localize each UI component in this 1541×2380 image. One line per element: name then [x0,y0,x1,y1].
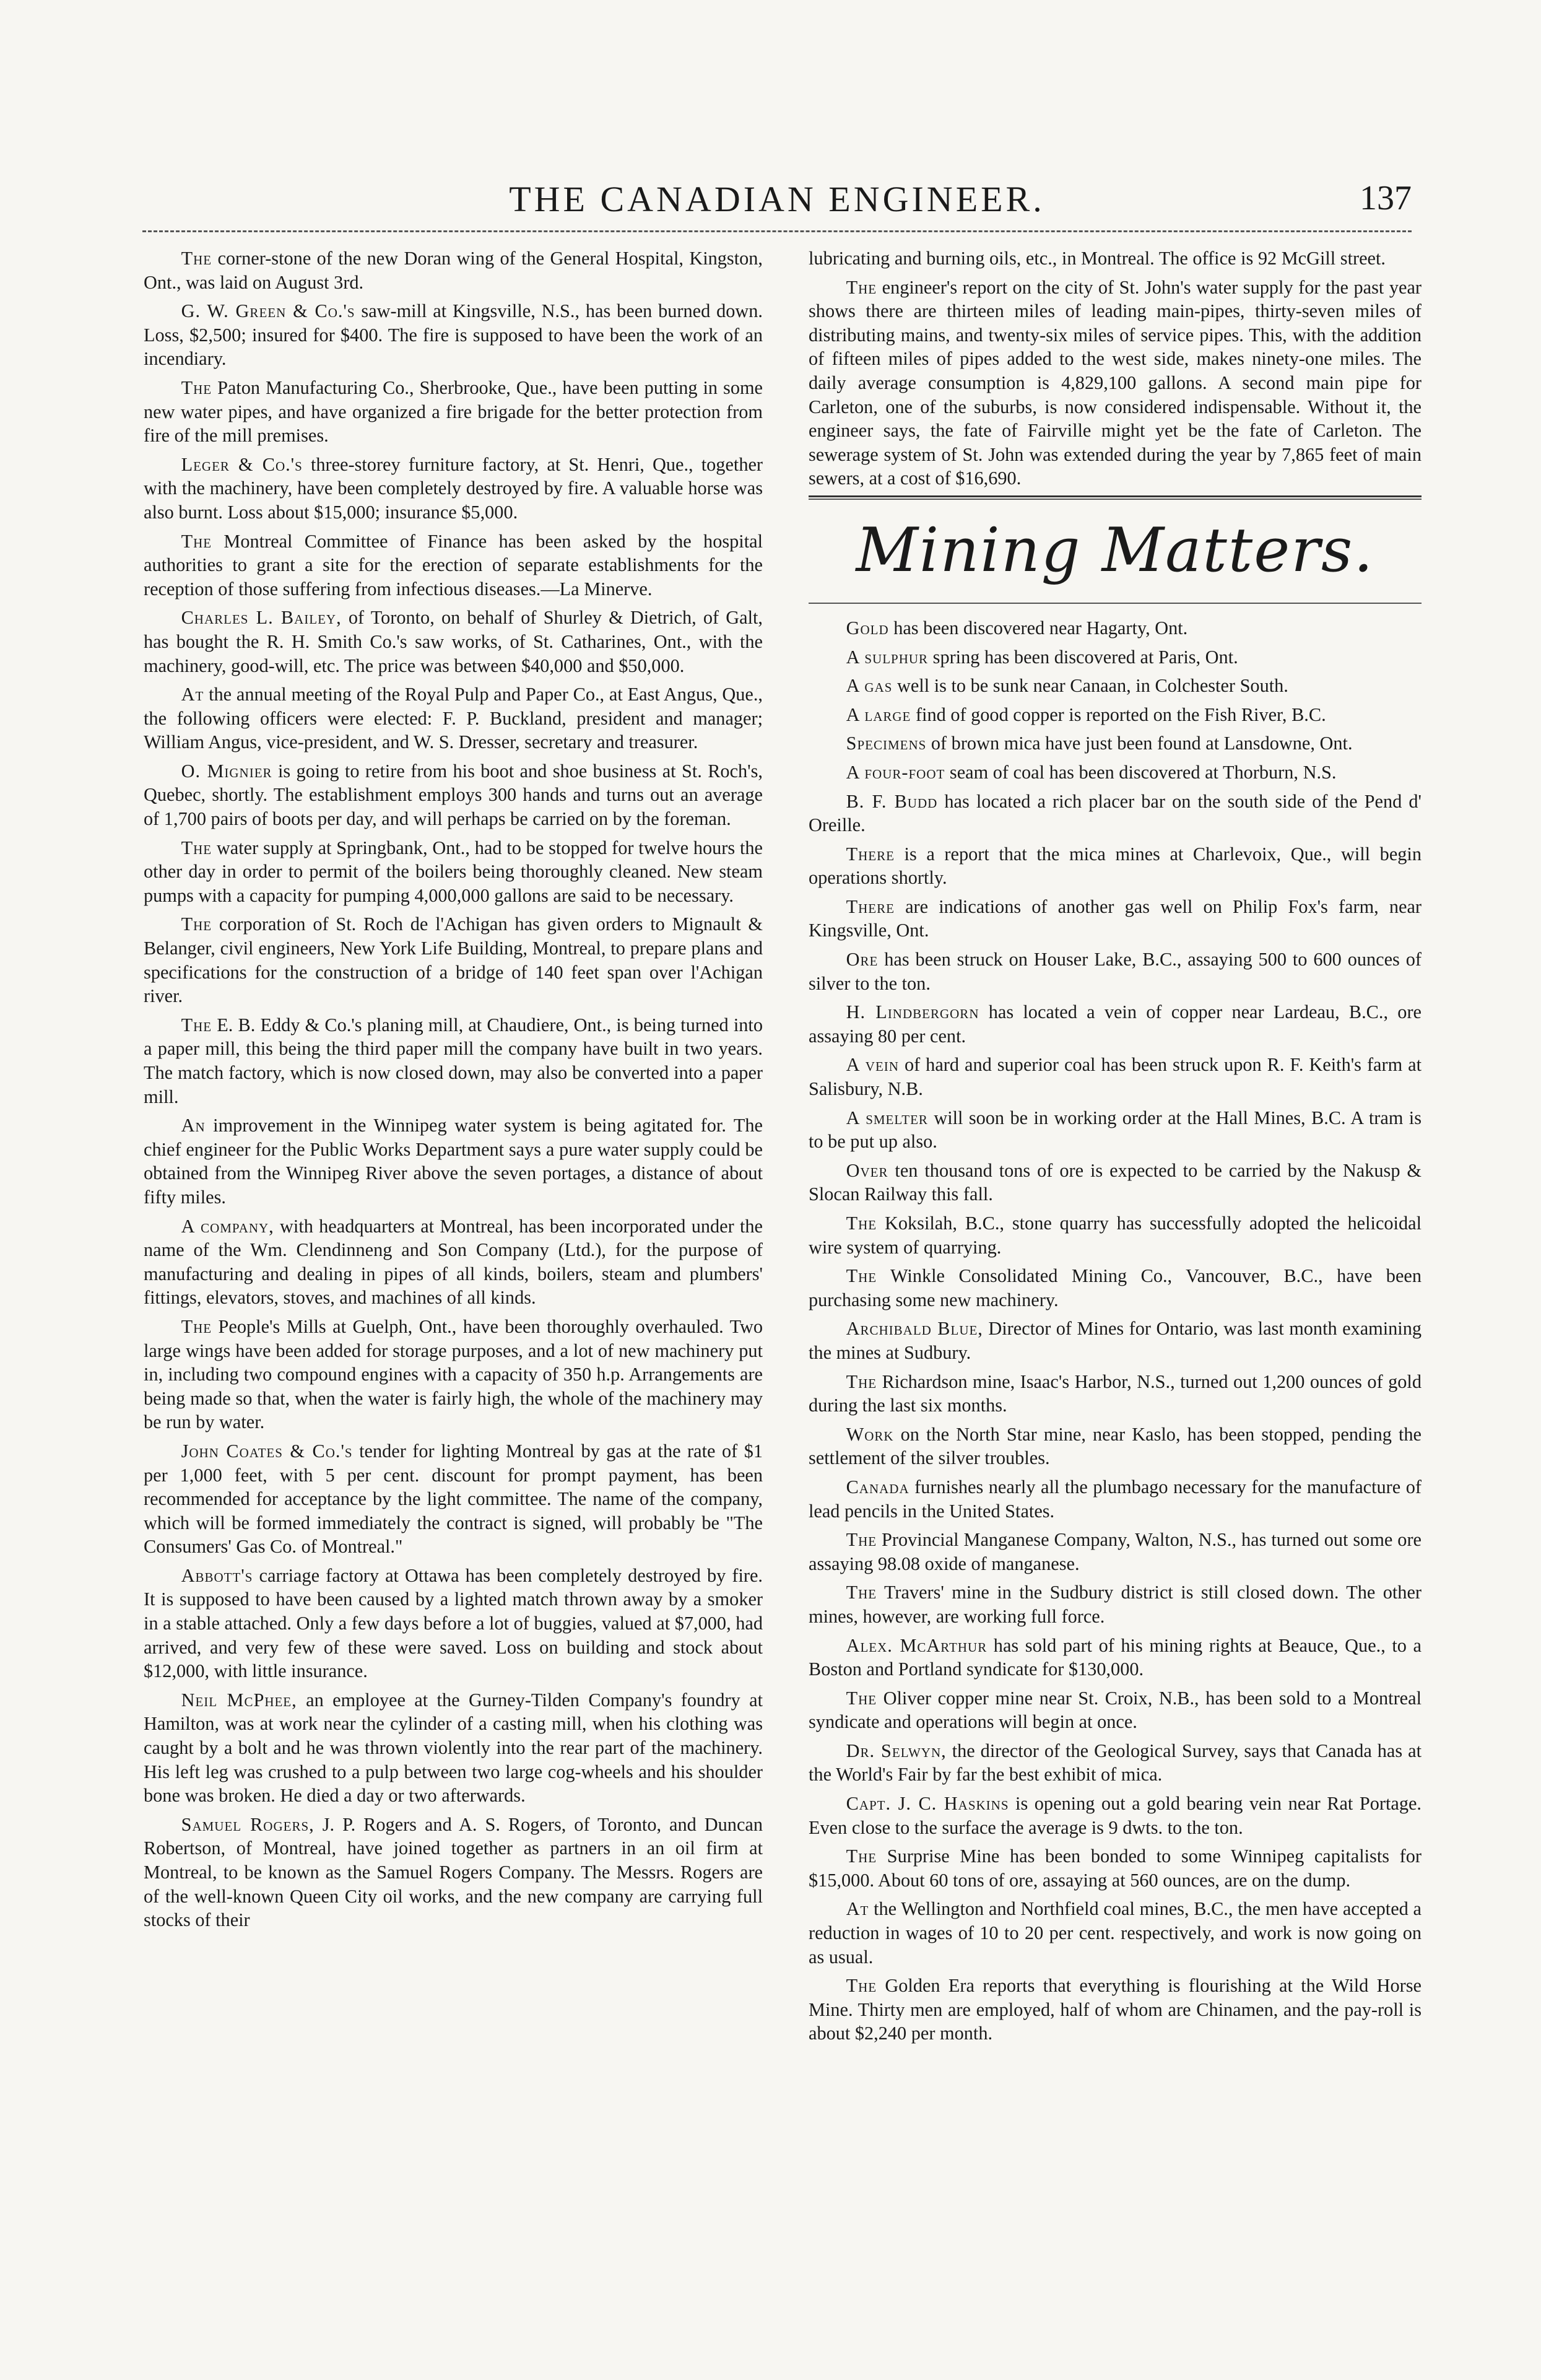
news-item [809,246,1422,271]
mining-item [809,674,1422,698]
paragraph-text: engineer's report on the city of St. John's water supply for the past year shows there are thirteen miles of leading main-pipes, thirty-seven miles of distributing mains, and twenty-six miles of service pipes. This, with the addition of fifteen miles of pipes added to the west side, makes ninety-one miles. The daily average consumption is 4,829,100 gallons. A second main pipe for Carleton, one of the suburbs, is now considered indispensable. Without it, the engineer says, the fate of Fairville might yet be the fate of Carleton. The sewerage system of St. John was extended during the year by 7,865 feet of main sewers, at a cost of $16,690. [809,276,1422,489]
paragraph-text: Winkle Consolidated Mining Co., Vancouver, B.C., have been purchasing some new machinery. [809,1265,1422,1310]
news-item [144,246,763,294]
paragraph-text: find of good copper is reported on the Fish River, B.C. [911,704,1326,725]
paragraph-text: Oliver copper mine near St. Croix, N.B., has been sold to a Montreal syndicate and operations will begin at once. [809,1687,1422,1733]
paragraph-text: Paton Manufacturing Co., Sherbrooke, Que., have been putting in some new water pipes, and have organized a fire brigade for the better protection from fire of the mill premises. [144,377,763,447]
paragraph-lead: Abbott's [181,1564,253,1586]
paragraph-lead: The [181,837,212,858]
mining-item [809,1528,1422,1576]
paragraph-text: furnishes nearly all the plumbago necessary for the manufacture of lead pencils in the United States. [809,1476,1422,1522]
paragraph-lead: A smelter [846,1107,928,1128]
mining-item [809,616,1422,640]
paragraph-text: spring has been discovered at Paris, Ont. [928,646,1238,668]
paragraph-text: is going to retire from his boot and shoe business at St. Roch's, Quebec, shortly. The establishment employs 300 hands and turns out an average of 1,700 pairs of boots per day, and will perhaps be carried on by the foreman. [144,760,763,830]
paragraph-lead: The [181,377,212,398]
paragraph-lead: Leger & Co.'s [181,453,303,475]
paragraph-lead: The [181,530,212,552]
paragraph-lead: The [181,248,212,269]
paragraph-text: corner-stone of the new Doran wing of the General Hospital, Kingston, Ont., was laid on August 3rd. [144,248,763,293]
paragraph-text: J. P. Rogers and A. S. Rogers, of Toronto, and Duncan Robertson, of Montreal, have joined together as partners in an oil firm at Montreal, to be known as the Samuel Rogers Company. The Messrs. Rogers are of the well-known Queen City oil works, and the new company are carrying full stocks of their [144,1813,763,1931]
mining-item [809,645,1422,669]
section-title-mining-matters [809,513,1422,588]
paragraph-text: seam of coal has been discovered at Thorburn, N.S. [945,761,1337,783]
paragraph-lead: The [846,1529,877,1551]
mining-item [809,1792,1422,1839]
paragraph-lead: The [846,1371,877,1392]
paragraph-lead: Capt. J. C. Haskins [846,1793,1009,1815]
mining-item [809,1106,1422,1154]
news-item [144,1214,763,1310]
page-number: 137 [1360,179,1412,217]
mining-item [809,731,1422,756]
paragraph-lead: Neil McPhee, [181,1689,297,1711]
mining-item [809,790,1422,837]
paragraph-lead: The [846,276,877,298]
paragraph-text: carriage factory at Ottawa has been completely destroyed by fire. It is supposed to have been caused by a lighted match thrown away by a smoker in a stable attached. Only a few days before a lot of buggies, valued at $7,000, had arrived, and very few of these were saved. Loss on building and stock about $12,000, with little insurance. [144,1564,763,1682]
paragraph-lead: Work [846,1423,894,1445]
mining-item [809,703,1422,727]
right-column-top [809,246,1422,490]
paragraph-lead: The [181,913,212,935]
paragraph-text: has sold part of his mining rights at Beauce, Que., to a Boston and Portland syndicate for $130,000. [809,1634,1422,1680]
header-rule [142,230,1412,232]
paragraph-text: are indications of another gas well on Philip Fox's farm, near Kingsville, Ont. [809,896,1422,941]
mining-item [809,1686,1422,1734]
paragraph-lead: Ore [846,949,879,970]
mining-item [809,1264,1422,1312]
news-item [144,530,763,601]
paragraph-text: Provincial Manganese Company, Walton, N.S., has turned out some ore assaying 98.08 oxide of manganese. [809,1529,1422,1574]
paragraph-text: of Toronto, on behalf of Shurley & Dietrich, of Galt, has bought the R. H. Smith Co.'s saw works, of St. Catharines, Ont., with the machinery, good-will, etc. The price was between $40,000 and $50,000. [144,607,763,676]
paragraph-lead: Specimens [846,733,927,754]
paragraph-text: an employee at the Gurney-Tilden Company's foundry at Hamilton, was at work near the cylinder of a casting mill, when his clothing was caught by a bolt and he was thrown violently into the rear part of the machinery. His left leg was crushed to a pulp between two large cog-wheels and his shoulder bone was broken. He died a day or two afterwards. [144,1689,763,1807]
left-column [144,246,763,1937]
paragraph-text: ten thousand tons of ore is expected to be carried by the Nakusp & Slocan Railway this fall. [809,1159,1422,1205]
paragraph-text: Golden Era reports that everything is flourishing at the Wild Horse Mine. Thirty men are employed, half of whom are Chinamen, and the pay-roll is about $2,240 per month. [809,1975,1422,2044]
paragraph-text: on the North Star mine, near Kaslo, has been stopped, pending the settlement of the silver troubles. [809,1423,1422,1469]
paragraph-lead: Dr. Selwyn, [846,1740,947,1761]
section-title-text: Mining Matters. [856,515,1374,586]
mining-matters-list [809,616,1422,2046]
paragraph-lead: Gold [846,617,889,639]
paragraph-text: Director of Mines for Ontario, was last month examining the mines at Sudbury. [809,1318,1422,1363]
mining-item [809,1317,1422,1364]
paragraph-text: has located a rich placer bar on the south side of the Pend d' Oreille. [809,790,1422,836]
paragraph-lead: John Coates & Co.'s [181,1440,353,1462]
mining-item [809,895,1422,943]
paragraph-lead: Alex. McArthur [846,1634,988,1656]
mining-item [809,761,1422,785]
paragraph-text: improvement in the Winnipeg water system is being agitated for. The chief engineer for the Public Works Department says a pure water supply could be obtained from the Winnipeg River above the seven portages, a distance of about fifty miles. [144,1115,763,1208]
news-item [144,453,763,525]
mining-item [809,1370,1422,1418]
paragraph-lead: A four-foot [846,761,945,783]
mining-item [809,842,1422,890]
paragraph-lead: The [846,1846,877,1867]
paragraph-text: has been discovered near Hagarty, Ont. [888,617,1188,639]
mining-item [809,1159,1422,1206]
news-item [144,606,763,678]
paragraph-text: the annual meeting of the Royal Pulp and Paper Co., at East Angus, Que., the following officers were elected: F. P. Buckland, president and manager; William Angus, vice-president, and W. S. Dresser, secretary and treasurer. [144,684,763,753]
news-item [144,836,763,908]
paragraph-lead: O. Mignier [181,760,272,782]
mining-item [809,1580,1422,1628]
paragraph-lead: A company, [181,1215,274,1237]
mining-item [809,1000,1422,1048]
paragraph-text: of brown mica have just been found at Lansdowne, Ont. [926,733,1353,754]
news-item [144,1564,763,1683]
paragraph-lead: Charles L. Bailey, [181,607,342,629]
mining-item [809,948,1422,995]
paragraph-lead: There [846,843,895,865]
mining-item [809,1634,1422,1681]
paragraph-lead: Samuel Rogers, [181,1813,315,1835]
paragraph-lead: Over [846,1159,888,1181]
paragraph-text: People's Mills at Guelph, Ont., have been thoroughly overhauled. Two large wings have been added for storage purposes, and a lot of new machinery put in, including two compound engines with a capacity of 350 h.p. Arrangements are being made so that, when the water is fairly high, the whole of the machinery may be run by water. [144,1315,763,1433]
paragraph-lead: G. W. Green & Co.'s [181,300,355,322]
paragraph-text: Koksilah, B.C., stone quarry has successfully adopted the helicoidal wire system of quarrying. [809,1213,1422,1258]
news-item [144,1013,763,1109]
paragraph-text: the Wellington and Northfield coal mines, B.C., the men have accepted a reduction in wages of 10 to 20 per cent. respectively, and work is now going on as usual. [809,1898,1422,1968]
paragraph-text: corporation of St. Roch de l'Achigan has given orders to Mignault & Belanger, civil engineers, New York Life Building, Montreal, to prepare plans and specifications for the construction of a bridge of 140 feet span over l'Achigan river. [144,913,763,1007]
news-item [809,276,1422,490]
paragraph-text: will soon be in working order at the Hall Mines, B.C. A tram is to be put up also. [809,1107,1422,1153]
paragraph-lead: Canada [846,1476,909,1497]
paragraph-lead: The [181,1014,212,1035]
paragraph-lead: There [846,896,895,917]
paragraph-text: has been struck on Houser Lake, B.C., assaying 500 to 600 ounces of silver to the ton. [809,949,1422,994]
paragraph-lead: A sulphur [846,646,929,668]
title-underline [809,603,1422,604]
news-item [144,912,763,1008]
right-column [809,246,1422,2051]
paragraph-lead: The [846,1265,877,1287]
section-rule [809,495,1422,497]
mining-item [809,1475,1422,1523]
paragraph-lead: At [181,684,204,705]
section-rule-thin [809,499,1422,500]
news-item [144,1315,763,1434]
paragraph-text: lubricating and burning oils, etc., in Montreal. The office is 92 McGill street. [809,248,1386,269]
news-item [144,1813,763,1932]
paragraph-lead: A large [846,704,911,725]
paragraph-text: water supply at Springbank, Ont., had to be stopped for twelve hours the other day in order to permit of the boilers being thoroughly cleaned. New steam pumps with a capacity for pumping 4,000,000 gallons are said to be necessary. [144,837,763,906]
paragraph-text: Montreal Committee of Finance has been asked by the hospital authorities to grant a site for the erection of separate establishments for the reception of those suffering from infectious diseases.—La Minerve. [144,530,763,599]
mining-item [809,1739,1422,1787]
paragraph-lead: The [181,1315,212,1337]
news-item [144,1688,763,1808]
paragraph-lead: A gas [846,675,893,697]
paragraph-lead: The [846,1582,877,1603]
paragraph-text: Richardson mine, Isaac's Harbor, N.S., turned out 1,200 ounces of gold during the last six months. [809,1371,1422,1416]
paragraph-lead: The [846,1687,877,1709]
paragraph-lead: H. Lindbergorn [846,1001,979,1023]
paragraph-lead: An [181,1115,206,1136]
paragraph-text: with headquarters at Montreal, has been incorporated under the name of the Wm. Clendinneng and Son Company (Ltd.), for the purpose of manufacturing and dealing in pipes of all kinds, boilers, steam and plumbers' fittings, elevators, stoves, and machines of all kinds. [144,1215,763,1309]
news-item [144,759,763,831]
mining-item [809,1053,1422,1101]
paragraph-lead: Archibald Blue, [846,1318,983,1340]
news-item [144,1439,763,1559]
paragraph-text: saw-mill at Kingsville, N.S., has been burned down. Loss, $2,500; insured for $400. The fire is supposed to have been the work of an incendiary. [144,300,763,370]
mining-item [809,1211,1422,1259]
paragraph-text: is opening out a gold bearing vein near Rat Portage. Even close to the surface the average is 9 dwts. to the ton. [809,1793,1422,1838]
page-header [142,178,1412,222]
paragraph-lead: A vein [846,1054,899,1076]
paragraph-text: Travers' mine in the Sudbury district is still closed down. The other mines, however, are working full force. [809,1582,1422,1627]
paragraph-lead: At [846,1898,869,1920]
running-title: THE CANADIAN ENGINEER. [509,179,1045,219]
paragraph-lead: The [846,1975,877,1997]
news-item [144,376,763,448]
paragraph-lead: B. F. Budd [846,790,938,812]
paragraph-lead: The [846,1213,877,1234]
paragraph-text: is a report that the mica mines at Charlevoix, Que., will begin operations shortly. [809,843,1422,889]
paragraph-text: the director of the Geological Survey, says that Canada has at the World's Fair by far the best exhibit of mica. [809,1740,1422,1785]
mining-item [809,1974,1422,2046]
paragraph-text: E. B. Eddy & Co.'s planing mill, at Chaudiere, Ont., is being turned into a paper mill, this being the third paper mill the company have built in two years. The match factory, which is now closed down, may also be converted into a paper mill. [144,1014,763,1107]
paragraph-text: has located a vein of copper near Lardeau, B.C., ore assaying 80 per cent. [809,1001,1422,1047]
paragraph-text: well is to be sunk near Canaan, in Colchester South. [892,675,1288,697]
paragraph-text: tender for lighting Montreal by gas at the rate of $1 per 1,000 feet, with 5 per cent. discount for prompt payment, has been recommended for acceptance by the light committee. The name of the company, which will be formed immediately the contract is signed, will probably be "The Consumers' Gas Co. of Montreal." [144,1440,763,1558]
news-item [144,1114,763,1209]
news-item [144,682,763,754]
mining-item [809,1423,1422,1470]
mining-item [809,1897,1422,1969]
paragraph-text: three-storey furniture factory, at St. Henri, Que., together with the machinery, have been completely destroyed by fire. A valuable horse was also burnt. Loss about $15,000; insurance $5,000. [144,453,763,523]
paragraph-text: Surprise Mine has been bonded to some Winnipeg capitalists for $15,000. About 60 tons of ore, assaying at 560 ounces, are on the dump. [809,1846,1422,1891]
paragraph-text: of hard and superior coal has been struck upon R. F. Keith's farm at Salisbury, N.B. [809,1054,1422,1100]
mining-item [809,1844,1422,1892]
news-item [144,299,763,371]
